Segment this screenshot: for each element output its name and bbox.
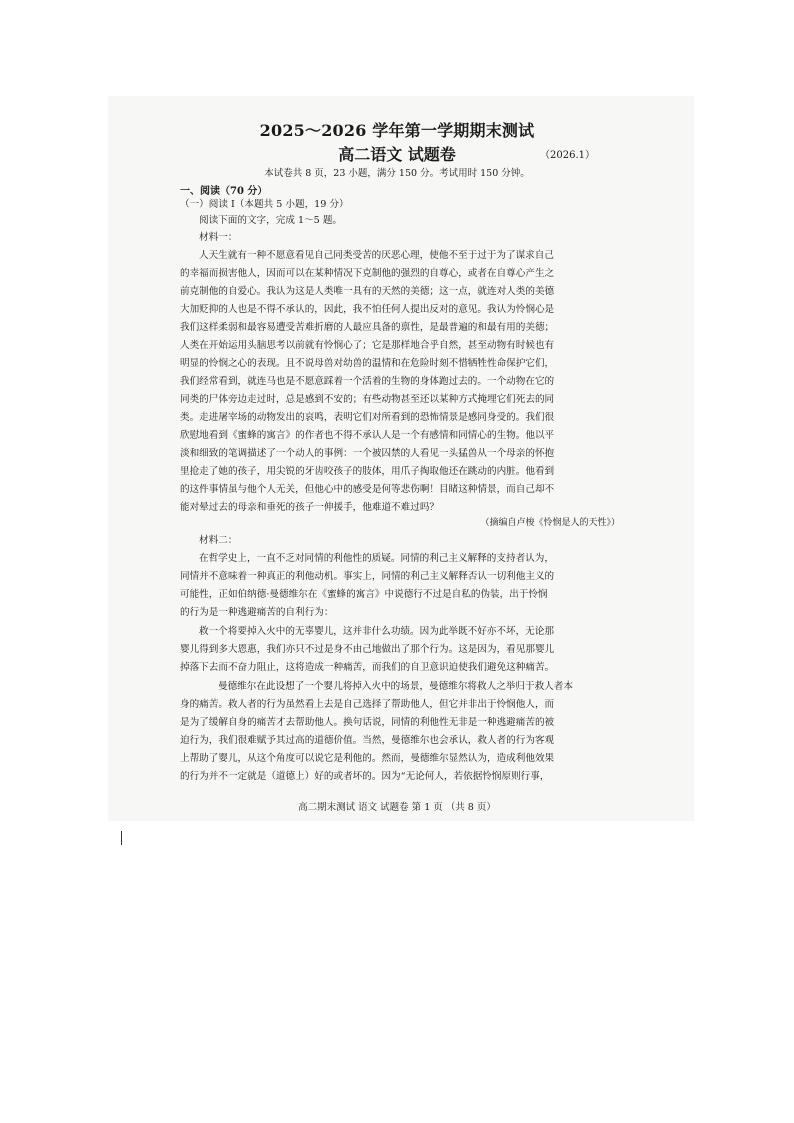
material-one-line: 里抢走了她的孩子，用尖锐的牙齿咬孩子的肢体，用爪子掏取他还在跳动的内脏。他看到 xyxy=(180,466,555,477)
material-two-line: 的行为并不一定就是（道德上）好的或者坏的。因为“无论何人，若依据怜悯原则行事， xyxy=(180,771,550,782)
exam-date: （2026.1） xyxy=(540,150,595,161)
page-footer: 高二期末测试 语文 试题卷 第 1 页 （共 8 页） xyxy=(298,802,496,813)
material-one-source: （摘编自卢梭《怜悯是人的天性》） xyxy=(480,518,620,528)
material-two-line: 身的痛苦。救人者的行为虽然看上去是自己选择了帮助他人，但它并非出于怜悯他人，而 xyxy=(180,699,555,710)
material-one-line: 能对晕过去的母亲和垂死的孩子一伸援手，他难道不难过吗？ xyxy=(180,502,440,513)
material-two-line: 上帮助了婴儿，从这个角度可以说它是利他的。然而，曼德维尔显然认为，造成利他效果 xyxy=(180,753,555,764)
material-one-line: 明显的怜悯之心的表现。且不说母兽对幼兽的温情和在危险时刻不惜牺牲性命保护它们， xyxy=(180,358,555,369)
quote-line: 掉落下去而不奋力阻止，这将造成一种痛苦，而我们的自卫意识迫使我们避免这种痛苦。 xyxy=(180,662,555,673)
material-one-line: 我们这样柔弱和最容易遭受苦难折磨的人最应具备的禀性，是最普遍的和最有用的美德； xyxy=(180,322,555,333)
material-one-line: 人天生就有一种不愿意看见自己同类受苦的厌恶心理，使他不至于过于为了谋求自己 xyxy=(199,250,554,261)
material-two-line: 的行为是一种逃避痛苦的自利行为： xyxy=(180,607,334,618)
quote-line: 救一个将要掉入火中的无辜婴儿，这并非什么功绩。因为此举既不好亦不坏，无论那 xyxy=(199,626,554,637)
quote-line: 婴儿得到多大恩惠，我们亦只不过是身不由己地做出了那个行为。这是因为，看见那婴儿 xyxy=(180,644,555,655)
material-one-line: 前克制他的自爱心。我认为这是人类唯一具有的天然的美德；这一点，就连对人类的美德 xyxy=(180,286,555,297)
material-two-label: 材料二： xyxy=(199,535,238,546)
subtitle-row xyxy=(0,142,794,164)
material-one-line: 类。走进屠宰场的动物发出的哀鸣，表明它们对所看到的恐怖情景是感同身受的。我们很 xyxy=(180,412,555,423)
part-heading: （一）阅读 I（本题共 5 小题，19 分） xyxy=(180,199,349,210)
material-two-line: 在哲学史上，一直不乏对同情的利他性的质疑。同情的利己主义解释的支持者认为， xyxy=(199,553,554,564)
material-two-line: 是为了缓解自身的痛苦才去帮助他人。换句话说，同情的利他性无非是一种逃避痛苦的被 xyxy=(180,717,555,728)
material-two-line: 可能性，正如伯纳德·曼德维尔在《蜜蜂的寓言》中说德行不过是自私的伪装，出于怜悯 xyxy=(180,589,548,600)
material-two-line: 同情并不意味着一种真正的利他动机。事实上，同情的利己主义解释否认一切利他主义的 xyxy=(180,571,555,582)
material-two-line: 曼德维尔在此设想了一个婴儿将掉入火中的场景，曼德维尔将救人之举归于救人者本 xyxy=(218,681,573,692)
material-one-line: 淡和细致的笔调描述了一个动人的事例：一个被囚禁的人看见一头猛兽从一个母亲的怀抱 xyxy=(180,448,555,459)
material-one-line: 我们经常看到，就连马也是不愿意踩着一个活着的生物的身体跑过去的。一个动物在它的 xyxy=(180,376,555,387)
exam-subtitle: 高二语文 试题卷 xyxy=(338,145,456,164)
material-one-line: 同类的尸体旁边走过时，总是感到不安的；有些动物甚至还以某种方式掩埋它们死去的同 xyxy=(180,394,555,405)
material-one-line: 人类在开始运用头脑思考以前就有怜悯心了；它是那样地合乎自然，甚至动物有时候也有 xyxy=(180,340,555,351)
exam-title: 2025～2026 学年第一学期期末测试 xyxy=(259,121,535,140)
instruction-text: 阅读下面的文字，完成 1～5 题。 xyxy=(199,215,343,226)
exam-info: 本试卷共 8 页，23 小题，满分 150 分。考试用时 150 分钟。 xyxy=(264,168,530,179)
material-one-line: 大加贬抑的人也是不得不承认的，因此，我不怕任何人提出反对的意见。我认为怜悯心是 xyxy=(180,304,555,315)
margin-mark xyxy=(121,831,122,845)
section-heading: 一、阅读（70 分） xyxy=(180,186,268,197)
material-one-line: 的幸福而损害他人，因而可以在某种情况下克制他的强烈的自尊心，或者在自尊心产生之 xyxy=(180,268,555,279)
material-one-line: 欣慰地看到《蜜蜂的寓言》的作者也不得不承认人是一个有感情和同情心的生物。他以平 xyxy=(180,430,555,441)
material-one-label: 材料一： xyxy=(199,232,238,243)
material-two-line: 迫行为，我们很难赋予其过高的道德价值。当然，曼德维尔也会承认，救人者的行为客观 xyxy=(180,735,555,746)
material-one-line: 的这件事情虽与他个人无关，但他心中的感受是何等悲伤啊！目睹这种情景，而自己却不 xyxy=(180,484,555,495)
